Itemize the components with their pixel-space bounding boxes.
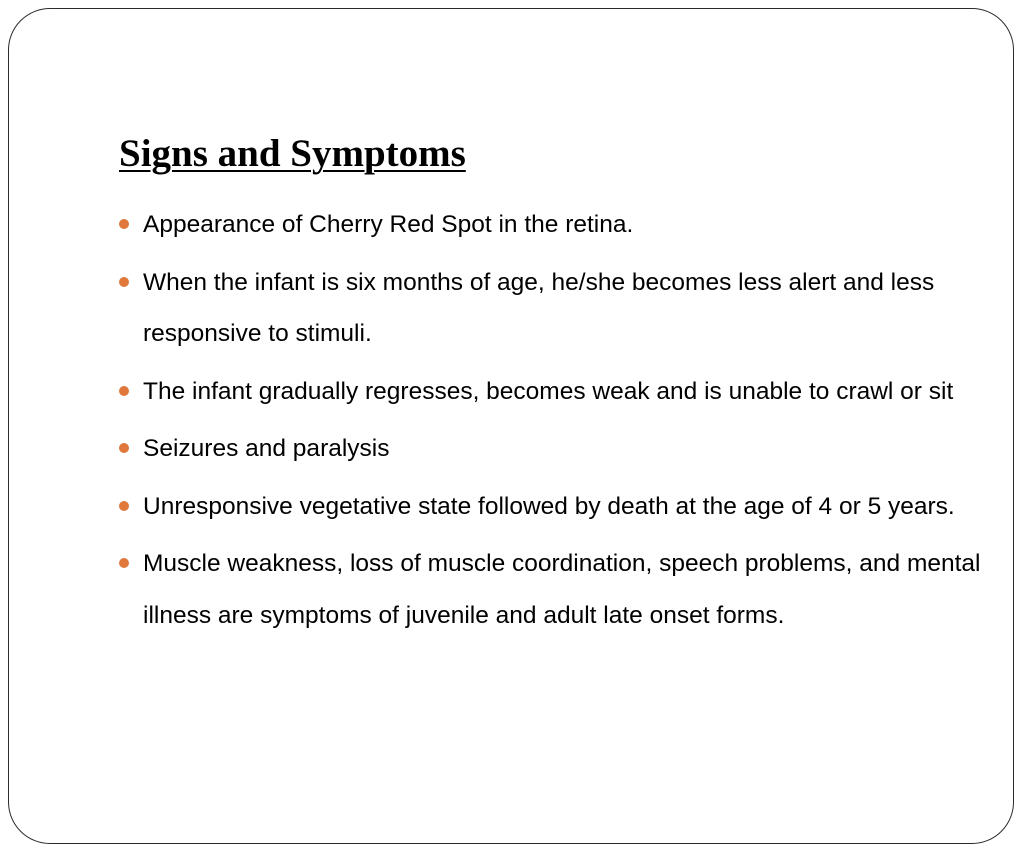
bullet-text: Muscle weakness, loss of muscle coordination, speech problems, and mental illness are symptoms of juvenile and adult late onset forms. [143,550,981,629]
bullet-dot-icon [119,277,129,287]
bullet-list [119,199,999,647]
bullet-dot-icon [119,501,129,511]
slide-frame [8,8,1014,844]
bullet-text: Seizures and paralysis [143,435,390,462]
bullet-dot-icon [119,386,129,396]
slide-title: Signs and Symptoms [119,132,466,175]
bullet-item [119,199,999,251]
bullet-item [119,481,999,533]
bullet-dot-icon [119,219,129,229]
bullet-text: The infant gradually regresses, becomes weak and is unable to crawl or sit [143,377,954,405]
bullet-item [119,423,999,475]
bullet-dot-icon [119,443,129,453]
bullet-item [119,257,999,360]
bullet-text: Unresponsive vegetative state followed by death at the age of 4 or 5 years. [143,492,955,520]
bullet-text: Appearance of Cherry Red Spot in the retina. [143,211,634,238]
bullet-item [119,538,999,641]
bullet-dot-icon [119,558,129,568]
bullet-item [119,366,999,418]
bullet-text: When the infant is six months of age, he/she becomes less alert and less responsive to stimuli. [143,268,935,347]
